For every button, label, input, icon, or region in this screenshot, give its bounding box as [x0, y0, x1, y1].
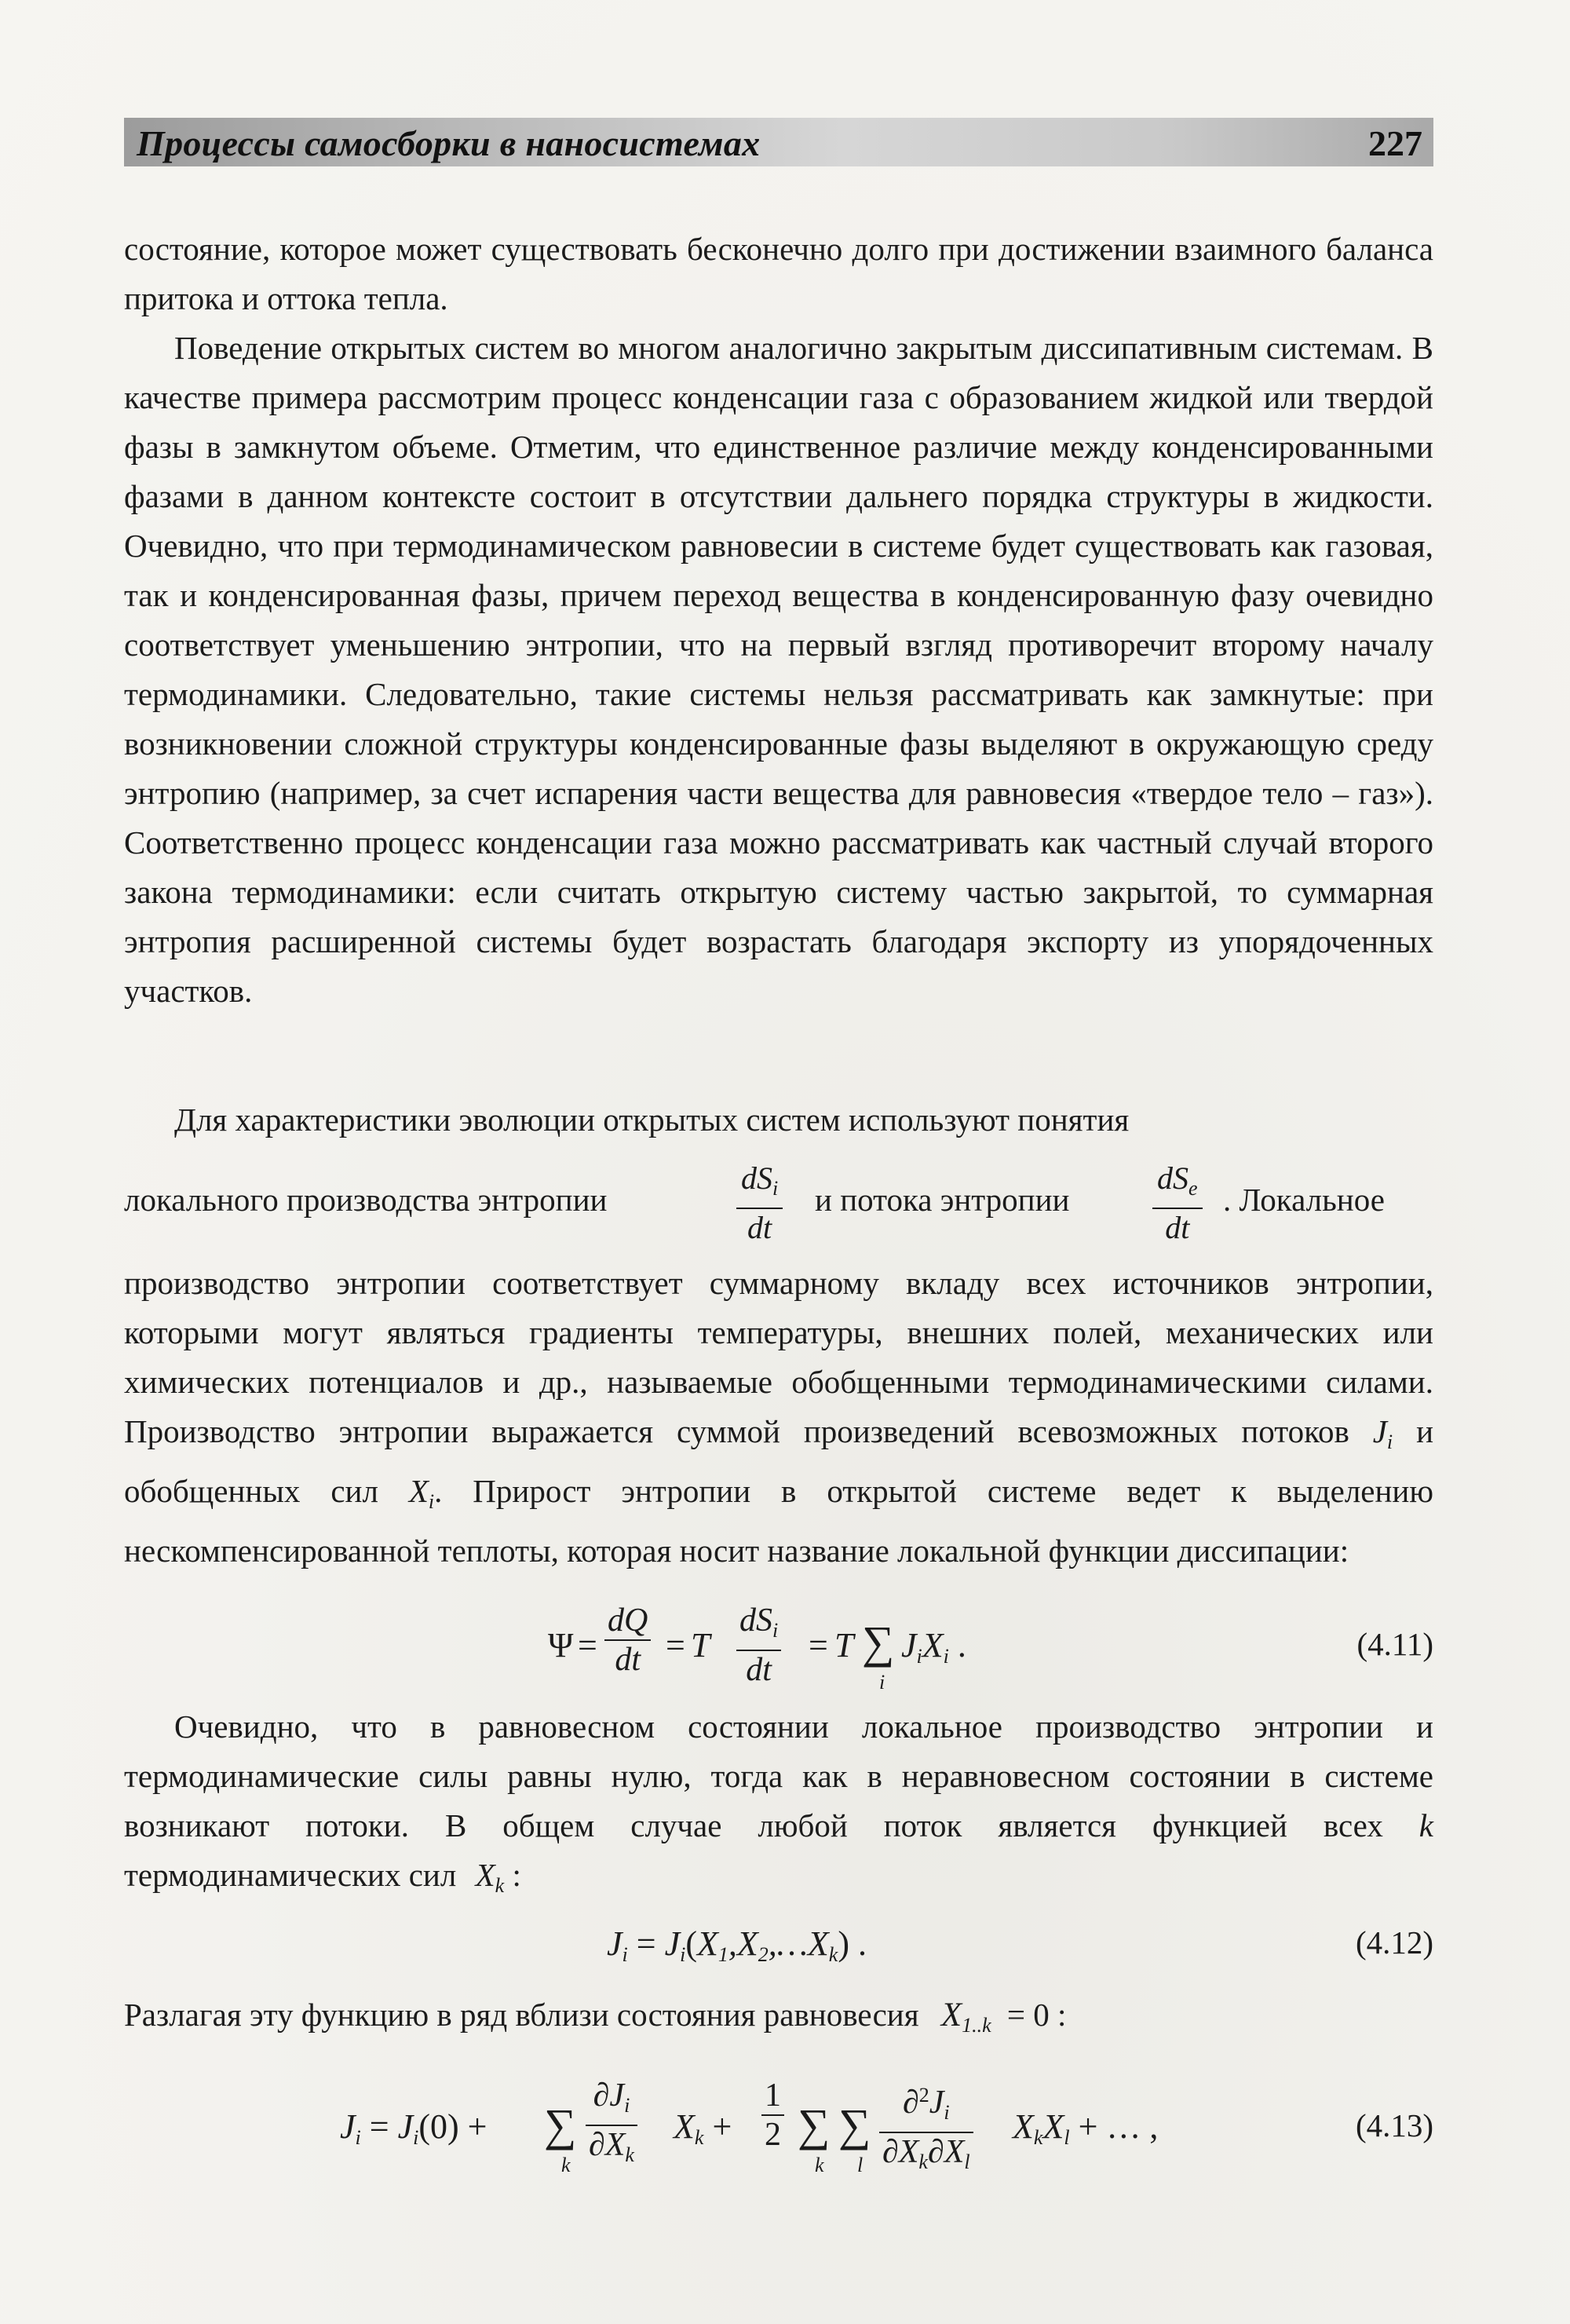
paragraph-5: Очевидно, что в равновесном состоянии локальное производство энтропии и термодинамические силы равны нулю, тогда как в неравновесном состоянии в системе возникают потоки. В общем случае любой поток является функцией всех k термодинамических сил $X_k$ : — [124, 1708, 1433, 1897]
text-local: . Локальное — [1223, 1182, 1385, 1218]
equation-number-4-12: (4.12) — [1355, 1924, 1433, 1960]
page-number: 227 — [1368, 123, 1422, 163]
equation-4-12: $J_i$ = $J_i(X_1,X_2,\dots X_k)$ . (4.12) — [607, 1924, 1433, 1966]
equation-number-4-13: (4.13) — [1355, 2107, 1433, 2143]
running-header — [124, 118, 1433, 166]
text-local-production: локального производства энтропии — [124, 1182, 608, 1218]
fraction-dSe-dt: $dS_e$ dt — [1152, 1160, 1203, 1247]
paragraph-3-line-1: Для характеристики эволюции открытых систем используют понятия — [174, 1102, 1130, 1138]
paragraph-6: Разлагая эту функцию в ряд вблизи состояния равновесия $X_{1..k} = 0$ : — [124, 1997, 1067, 2037]
equation-4-13: $J_i = J_i(0)$ + ∑ k $\frac{\partial J_i}{\partial X_k}$ $X_k$ + $\frac{1}{2}$ ∑ k ∑ l $\frac{\partial^2J_i}{\partial X_k\partial X_l}$ $X_kX_l$ + … , (4.13) — [340, 2077, 1433, 2176]
paragraph-4: производство энтропии соответствует суммарному вкладу всех источников энтропии, которыми могут являться градиенты температуры, внешних полей, механических или химических потенциалов и др., называемые обобщенными термодинамическими силами. Производство энтропии выражается суммой произведений всевозможных потоков $J_i$ и обобщенных сил $X_i$. Прирост энтропии в открытой системе ведет к выделению нескомпенсированной теплоты, которая носит название локальной функции диссипации: — [124, 1265, 1434, 1569]
equation-4-11: Ψ = $\frac{dQ}{dt}$ = T $dS_i$ dt = T ∑ i $J_iX_i$ . (4.11) — [548, 1602, 1433, 1694]
text-entropy-flux: и потока энтропии — [815, 1182, 1070, 1218]
fraction-dSi-dt: $dS_i$ dt — [736, 1160, 783, 1247]
running-title: Процессы самосборки в наносистемах — [137, 123, 761, 163]
equation-number-4-11: (4.11) — [1356, 1626, 1433, 1662]
paragraph-1: состояние, которое может существовать бесконечно долго при достижении взаимного баланса притока и оттока тепла. — [124, 231, 1433, 316]
paragraph-2: Поведение открытых систем во многом аналогично закрытым диссипативным системам. В качестве примера рассмотрим процесс конденсации газа с образованием жидкой или твердой фазы в замкнутом объеме. Отметим, что единственное различие между конденсированными фазами в данном контексте состоит в отсутствии дальнего порядка структуры в жидкости. Очевидно, что при термодинамическом равновесии в системе будет существовать как газовая, так и конденсированная фазы, причем переход вещества в конденсированную фазу очевидно соответствует уменьшению энтропии, что на первый взгляд противоречит второму началу термодинамики. Следовательно, такие системы нельзя рассматривать как замкнутые: при возникновении сложной структуры конденсированные фазы выделяют в окружающую среду энтропию (например, за счет испарения части вещества для равновесия «твердое тело – газ»). Соответственно процесс конденсации газа можно рассматривать как частный случай второго закона термодинамики: если считать открытую систему частью закрытой, то суммарная энтропия расширенной системы будет возрастать благодаря экспорту из упорядоченных участков. — [124, 330, 1433, 1009]
